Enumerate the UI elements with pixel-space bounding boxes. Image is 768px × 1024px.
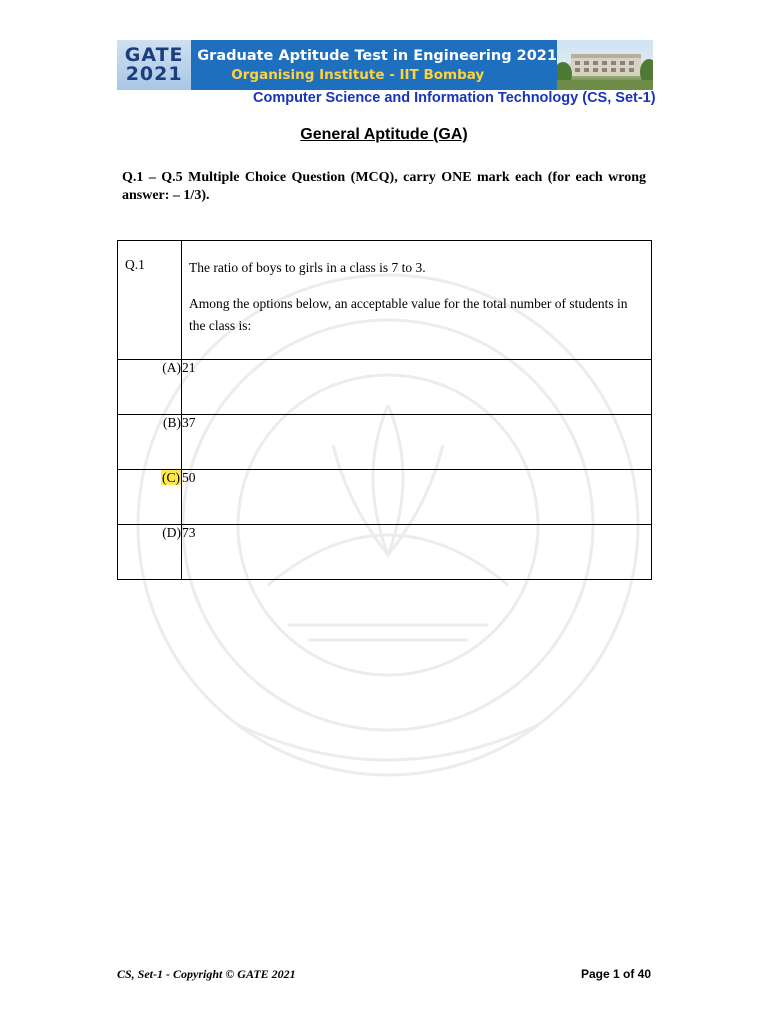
- footer-copyright: CS, Set-1 - Copyright © GATE 2021: [117, 967, 296, 981]
- banner-title: Graduate Aptitude Test in Engineering 2021: [197, 47, 557, 64]
- section-instructions: Q.1 – Q.5 Multiple Choice Question (MCQ), carry ONE mark each (for each wrong answer: – 1/3).: [122, 170, 646, 203]
- option-value-cell: [182, 415, 652, 470]
- banner-subtitle: Organising Institute - IIT Bombay: [231, 66, 485, 83]
- institute-building-photo: [557, 40, 653, 90]
- option-value-cell: [182, 360, 652, 415]
- option-row-d: [118, 525, 652, 580]
- option-value-c: 50: [182, 470, 196, 485]
- option-value-a: 21: [182, 360, 196, 375]
- option-label-d: (D): [162, 525, 181, 540]
- question-text-line1: The ratio of boys to girls in a class is 7 to 3.: [189, 260, 426, 275]
- question-row: [118, 241, 652, 360]
- option-label-cell: [118, 360, 182, 415]
- logo-text-year: 2021: [125, 63, 183, 85]
- option-row-b: [118, 415, 652, 470]
- option-label-cell: [118, 415, 182, 470]
- gate-2021-logo: [117, 40, 191, 90]
- gate-header-banner: [117, 40, 653, 90]
- option-value-cell: [182, 525, 652, 580]
- option-row-a: [118, 360, 652, 415]
- question-text-line2: Among the options below, an acceptable value for the total number of students in the class is:: [189, 296, 628, 333]
- banner-text: [191, 40, 557, 90]
- footer-page-number: Page 1 of 40: [580, 967, 651, 981]
- option-label-a: (A): [162, 360, 181, 375]
- question-number: Q.1: [125, 257, 145, 272]
- option-label-cell: [118, 525, 182, 580]
- question-text-cell: [182, 241, 652, 360]
- question-table: [117, 240, 652, 580]
- option-label-cell: [118, 470, 182, 525]
- option-value-d: 73: [182, 525, 196, 540]
- logo-text-gate: GATE: [124, 44, 184, 66]
- option-value-b: 37: [182, 415, 196, 430]
- option-value-cell: [182, 470, 652, 525]
- paper-title: Computer Science and Information Technology (CS, Set-1): [253, 90, 656, 106]
- question-number-cell: [118, 241, 182, 360]
- option-row-c: [118, 470, 652, 525]
- option-label-c-highlighted: (C): [162, 470, 180, 485]
- option-label-b: (B): [163, 415, 181, 430]
- section-title: General Aptitude (GA): [300, 126, 468, 143]
